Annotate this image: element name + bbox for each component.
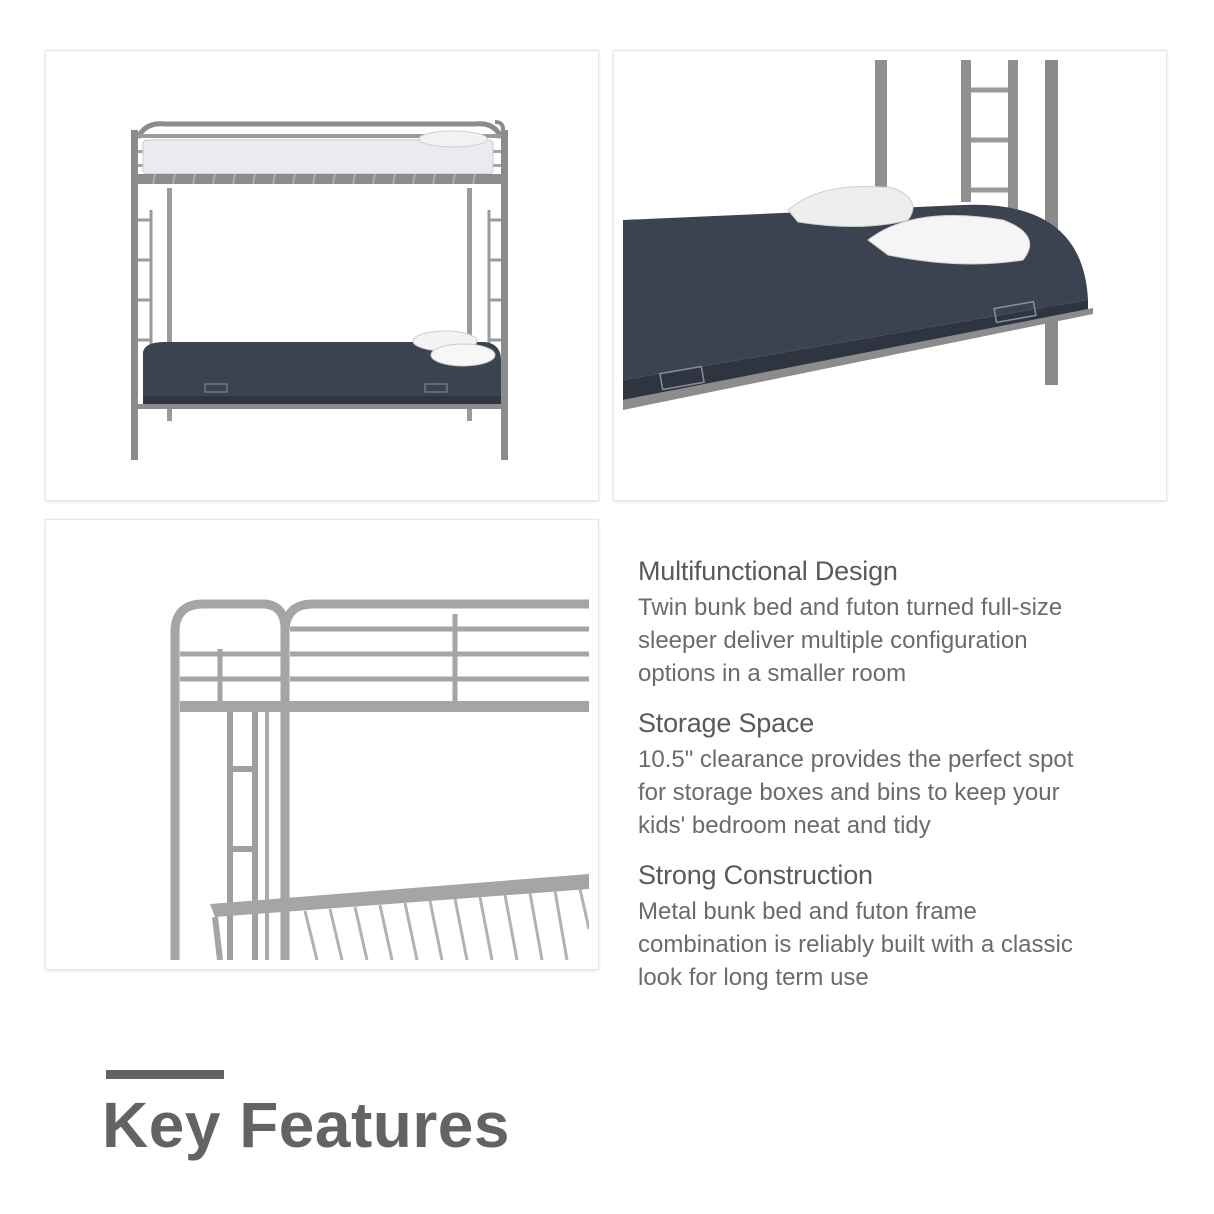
feature-line: for storage boxes and bins to keep your: [638, 779, 1060, 806]
feature-title: Storage Space: [638, 708, 815, 738]
photo-futon-closeup: [614, 51, 1166, 500]
key-features-heading: Key Features: [102, 1089, 510, 1161]
feature-multifunctional: [638, 556, 1158, 690]
heading-accent-rule: [106, 1070, 224, 1079]
feature-line: options in a smaller room: [638, 660, 907, 687]
feature-description: [638, 743, 1118, 842]
feature-description: [638, 895, 1118, 994]
feature-line: combination is reliably built with a classic: [638, 931, 1073, 958]
bunk-bed-front-illustration: [55, 60, 589, 491]
feature-description: [638, 591, 1118, 690]
feature-line: 10.5" clearance provides the perfect spot: [638, 746, 1074, 773]
feature-line: kids' bedroom neat and tidy: [638, 812, 931, 839]
feature-construction: [638, 860, 1158, 994]
photo-frame-detail: [46, 520, 598, 969]
frame-detail-illustration: [55, 529, 589, 960]
feature-list: [638, 556, 1158, 1012]
feature-line: sleeper deliver multiple configuration: [638, 627, 1028, 654]
feature-title: Strong Construction: [638, 860, 873, 890]
feature-title: Multifunctional Design: [638, 556, 898, 586]
feature-line: Twin bunk bed and futon turned full-size: [638, 594, 1063, 621]
photo-bunk-bed-front: [46, 51, 598, 500]
futon-closeup-illustration: [623, 60, 1157, 491]
feature-line: Metal bunk bed and futon frame: [638, 898, 977, 925]
feature-storage: [638, 708, 1158, 842]
feature-line: look for long term use: [638, 964, 869, 991]
